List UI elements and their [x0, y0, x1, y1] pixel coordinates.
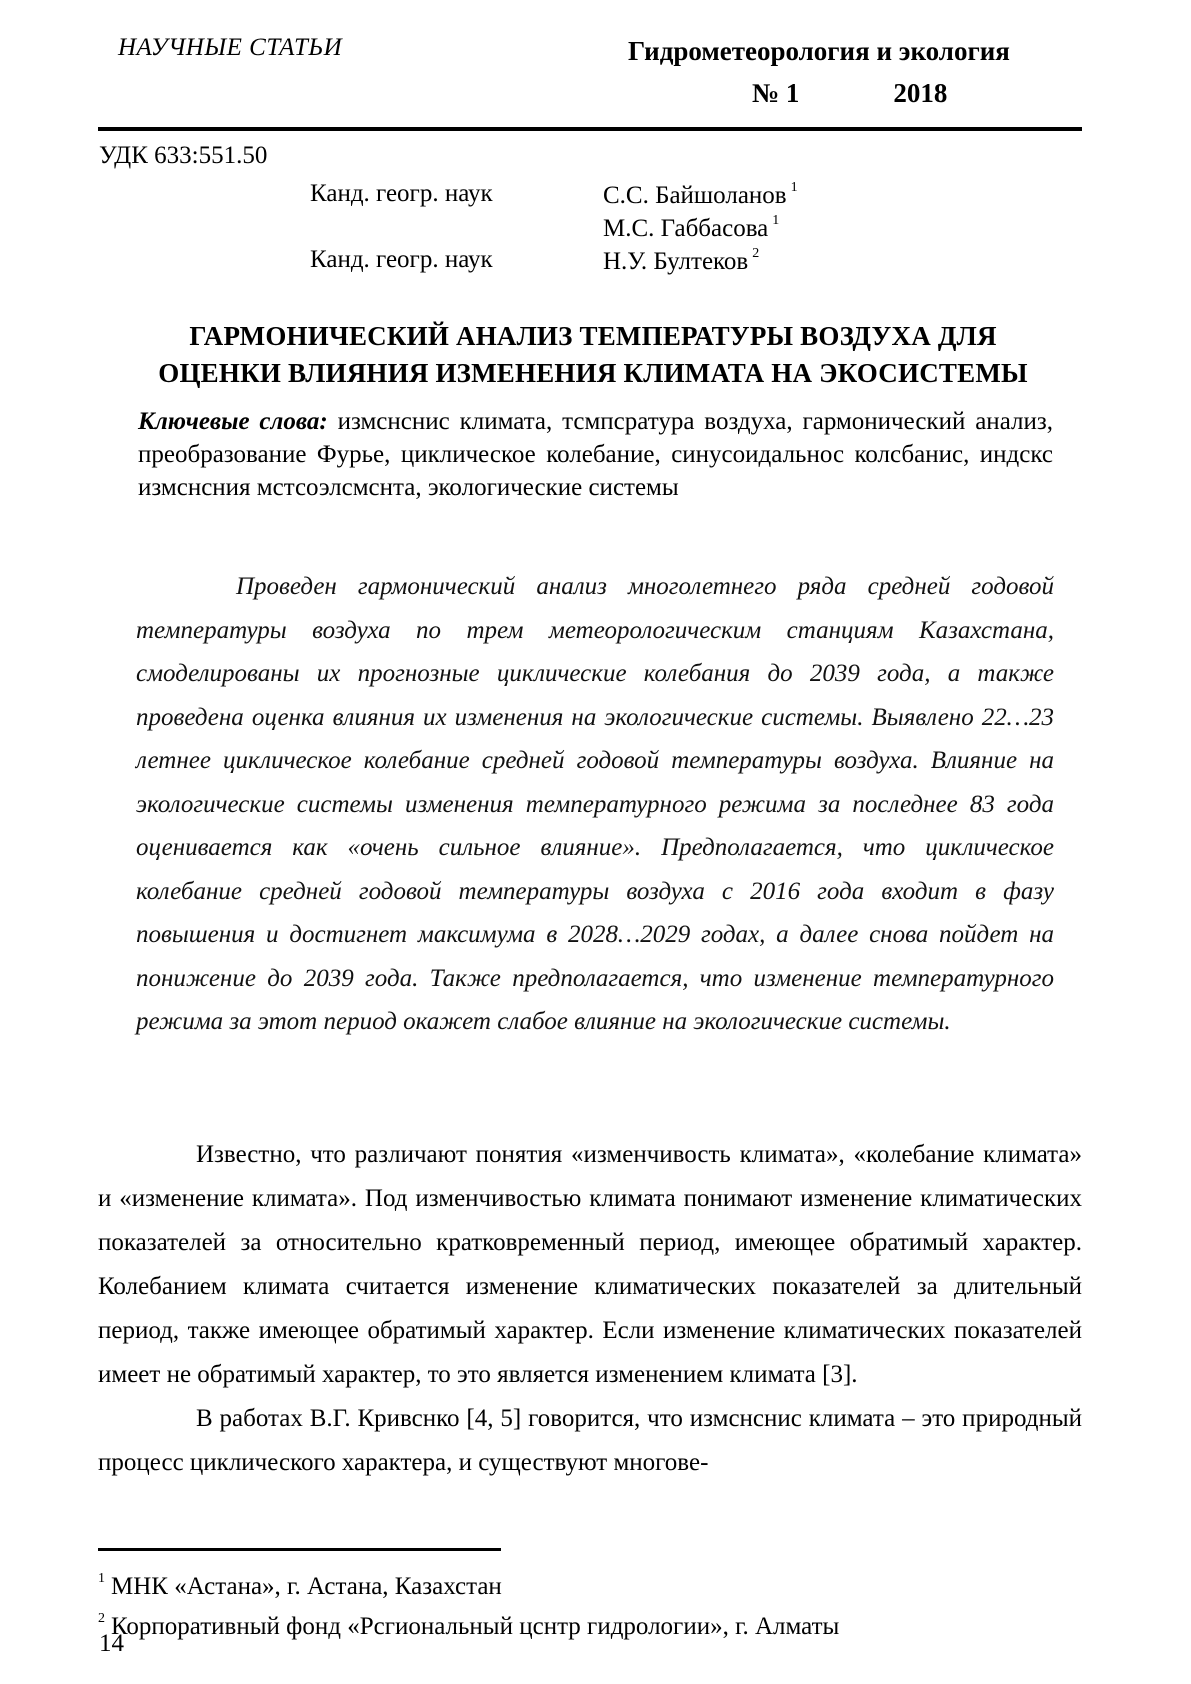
author-name-text: С.С. Байшоланов: [603, 182, 787, 209]
author-name-text: М.С. Габбасова: [603, 215, 769, 242]
affiliation-mark: 1: [772, 213, 780, 228]
keywords-label: Ключевые слова:: [138, 408, 328, 435]
section-label: НАУЧНЫЕ СТАТЬИ: [118, 34, 343, 61]
article-title: [98, 318, 1088, 392]
abstract: Проведен гармонический анализ многолетнего ряда средней годовой температуры воздуха по трем метеорологическим станциям Казахстана, смоделированы их прогнозные циклические колебания до 2039 года, а также проведена оценка влияния их изменения на экологические системы. Выявлено 22…23 летнее циклическое колебание средней годовой температуры воздуха. Влияние на экологические системы изменения температурного режима за последнее 83 года оценивается как «очень сильное влияние». Предполагается, что циклическое колебание средней годовой температуры воздуха с 2016 года входит в фазу повышения и достигнет максимума в 2028…2029 годах, а далее снова пойдет на понижение до 2039 года. Также предполагается, что изменение температурного режима за этот период окажет слабое влияние на экологические системы.: [136, 573, 1054, 1035]
keywords-text: измснснис климата, тсмпсратура воздуха, гармонический анализ, преобразование Фурье, циклическое колебание, синусоидальнос колсбанис, индскс измснсния мстсоэлсмснта, экологические системы: [138, 408, 1053, 501]
author-name: [603, 246, 759, 276]
author-degree: Канд. геогр. наук: [310, 246, 493, 273]
author-name: [603, 213, 779, 243]
affiliation-mark: 2: [752, 246, 760, 261]
header-divider: [98, 127, 1082, 131]
issue-year: 2018: [893, 78, 948, 108]
footnote: [98, 1563, 839, 1603]
issue-number: № 1: [752, 78, 800, 108]
title-line: ГАРМОНИЧЕСКИЙ АНАЛИЗ ТЕМПЕРАТУРЫ ВОЗДУХА ДЛЯ: [189, 321, 997, 351]
footnote-mark: 1: [98, 1571, 105, 1586]
title-line: ОЦЕНКИ ВЛИЯНИЯ ИЗМЕНЕНИЯ КЛИМАТА НА ЭКОСИСТЕМЫ: [158, 358, 1028, 388]
author-name: [603, 180, 798, 210]
journal-title: Гидрометеорология и экология: [628, 36, 1010, 66]
footnote-divider: [98, 1548, 501, 1551]
affiliation-mark: 1: [790, 180, 798, 195]
body-paragraph: В работах В.Г. Кривснко [4, 5] говорится, что измснснис климата – это природный процесс циклического характера, и существуют многове-: [98, 1405, 1082, 1476]
udc-code: УДК 633:551.50: [99, 142, 268, 169]
journal-issue: [752, 78, 947, 109]
keywords: [138, 405, 1053, 504]
footnote-text: Корпоративный фонд «Рсгиональный цснтр гидрологии», г. Алматы: [111, 1613, 840, 1640]
footnote-text: МНК «Астана», г. Астана, Казахстан: [111, 1573, 502, 1600]
page-number: 14: [99, 1630, 124, 1657]
body-text: [98, 1133, 1082, 1485]
footnotes: [98, 1563, 839, 1643]
footnote: [98, 1603, 839, 1643]
body-paragraph: Известно, что различают понятия «изменчивость климата», «колебание климата» и «изменение климата». Под изменчивостью климата понимают изменение климатических показателей за относительно кратковременный период, имеющее обратимый характер. Колебанием климата считается изменение климатических показателей за длительный период, также имеющее обратимый характер. Если изменение климатических показателей имеет не обратимый характер, то это является изменением климата [3].: [98, 1141, 1082, 1388]
author-degree: Канд. геогр. наук: [310, 180, 493, 207]
author-name-text: Н.У. Бултеков: [603, 248, 749, 275]
footnote-mark: 2: [98, 1611, 105, 1626]
